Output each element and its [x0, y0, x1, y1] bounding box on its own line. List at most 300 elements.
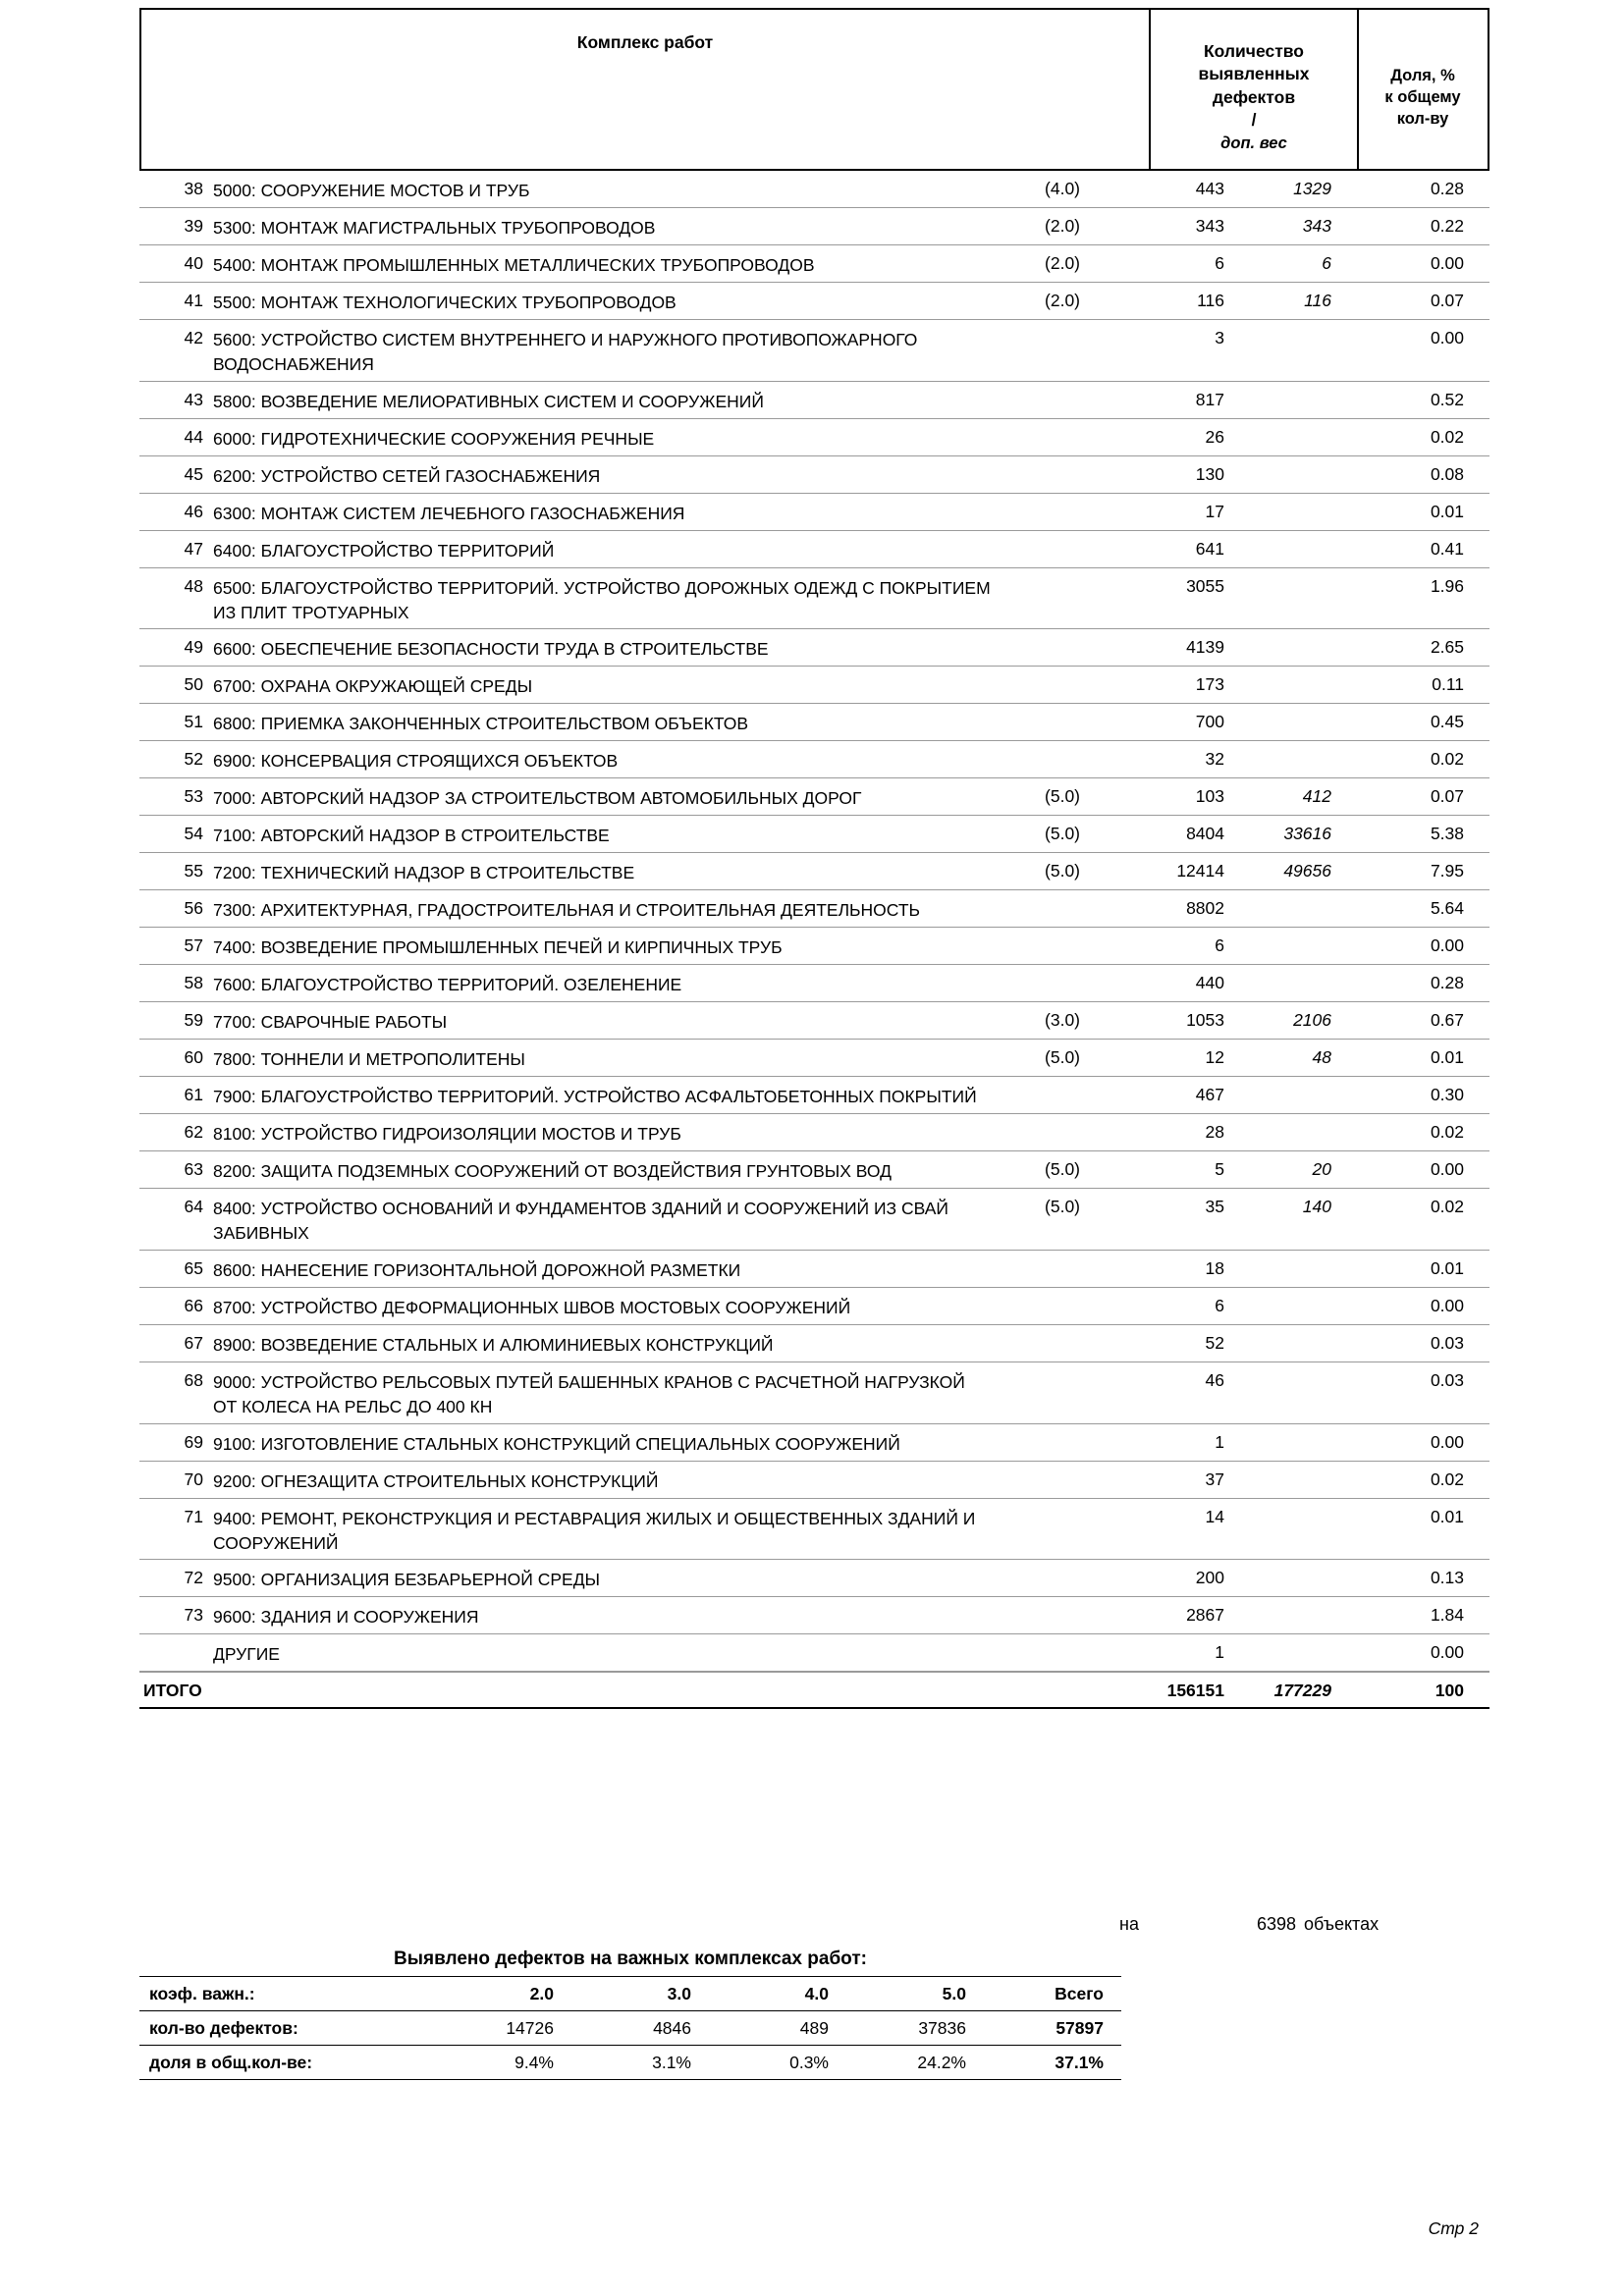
- row-number: 46: [184, 501, 203, 521]
- header-qty-line1: Количество: [1204, 40, 1304, 61]
- row-work-name: 7800: ТОННЕЛИ И МЕТРОПОЛИТЕНЫ: [213, 1049, 525, 1070]
- row-defect-count: 37: [1205, 1468, 1224, 1489]
- row-share-percent: 1.96: [1430, 575, 1464, 596]
- row-coefficient: (5.0): [1045, 786, 1080, 807]
- row-coefficient: [999, 1325, 1102, 1362]
- table-row: [139, 890, 1489, 928]
- row-work-name: 9400: РЕМОНТ, РЕКОНСТРУКЦИЯ И РЕСТАВРАЦИЯ ЖИЛЫХ И ОБЩЕСТВЕННЫХ ЗДАНИЙ И СООРУЖЕНИЙ: [213, 1508, 976, 1553]
- row-coefficient: [999, 419, 1102, 455]
- row-coefficient: [999, 928, 1102, 964]
- row-additional-weight: 48: [1312, 1047, 1331, 1068]
- row-coefficient: [999, 667, 1102, 703]
- table-row: [139, 928, 1489, 965]
- header-cell-quantity: [1151, 10, 1359, 169]
- row-share-percent: 0.01: [1430, 1506, 1464, 1526]
- row-number: 62: [184, 1122, 203, 1143]
- row-additional-weight: [1234, 494, 1349, 530]
- row-share-percent: 0.22: [1430, 216, 1464, 236]
- row-number: 64: [184, 1197, 203, 1217]
- row-defect-count: 3055: [1186, 575, 1224, 596]
- table-row: [139, 1325, 1489, 1362]
- header-share-line3: кол-ву: [1396, 110, 1449, 129]
- row-coefficient: [999, 965, 1102, 1001]
- row-defect-count: 467: [1195, 1085, 1224, 1105]
- row-share-percent: 0.00: [1430, 1159, 1464, 1180]
- row-additional-weight: [1234, 1597, 1349, 1633]
- total-defect-count: 156151: [1166, 1681, 1224, 1701]
- summary-row-label: доля в общ.кол-ве:: [139, 2046, 434, 2080]
- row-share-percent: 0.00: [1430, 1431, 1464, 1452]
- summary-cell-value: 4.0: [709, 1977, 846, 2011]
- summary-cell-value: 24.2%: [846, 2046, 984, 2080]
- header-qty-slash: /: [1251, 110, 1257, 131]
- row-defect-count: 6: [1215, 935, 1224, 956]
- row-additional-weight: [1234, 667, 1349, 703]
- row-coefficient: [999, 568, 1102, 629]
- total-additional-weight: 177229: [1273, 1681, 1331, 1701]
- row-coefficient: (2.0): [1045, 253, 1080, 273]
- row-additional-weight: [1234, 419, 1349, 455]
- row-number: 45: [184, 463, 203, 484]
- row-defect-count: 26: [1205, 426, 1224, 447]
- row-coefficient: [999, 1362, 1102, 1423]
- row-coefficient: [999, 1114, 1102, 1150]
- row-number: 48: [184, 575, 203, 596]
- header-qty-line2: выявленных: [1198, 64, 1310, 84]
- row-work-name: 7200: ТЕХНИЧЕСКИЙ НАДЗОР В СТРОИТЕЛЬСТВЕ: [213, 863, 635, 883]
- row-share-percent: 0.00: [1430, 935, 1464, 956]
- row-coefficient: [999, 1597, 1102, 1633]
- row-number: 72: [184, 1568, 203, 1588]
- row-number: 56: [184, 898, 203, 919]
- table-row: [139, 1251, 1489, 1288]
- row-additional-weight: [1234, 890, 1349, 927]
- row-defect-count: 2867: [1186, 1605, 1224, 1626]
- row-coefficient: (4.0): [1045, 179, 1080, 198]
- row-work-name: 9600: ЗДАНИЯ И СООРУЖЕНИЯ: [213, 1607, 479, 1628]
- row-work-name: 7400: ВОЗВЕДЕНИЕ ПРОМЫШЛЕННЫХ ПЕЧЕЙ И КИРПИЧНЫХ ТРУБ: [213, 937, 783, 958]
- row-share-percent: 0.03: [1430, 1333, 1464, 1354]
- row-work-name: 6600: ОБЕСПЕЧЕНИЕ БЕЗОПАСНОСТИ ТРУДА В СТРОИТЕЛЬСТВЕ: [213, 639, 769, 660]
- row-defect-count: 18: [1205, 1258, 1224, 1279]
- row-number: 57: [184, 935, 203, 956]
- row-additional-weight: 116: [1304, 291, 1331, 310]
- row-number: 55: [184, 861, 203, 881]
- total-label: ИТОГО: [143, 1681, 202, 1701]
- row-defect-count: 5: [1215, 1159, 1224, 1180]
- table-row: [139, 1462, 1489, 1499]
- summary-title: Выявлено дефектов на важных комплексах работ:: [394, 1949, 867, 1969]
- total-coefficient: [999, 1673, 1102, 1707]
- summary-row-shares: [139, 2046, 1121, 2080]
- summary-cell-value: 4846: [571, 2011, 709, 2046]
- summary-row-label: коэф. важн.:: [139, 1977, 434, 2011]
- row-coefficient: [999, 1424, 1102, 1461]
- summary-row-label: кол-во дефектов:: [139, 2011, 434, 2046]
- row-coefficient: (3.0): [1045, 1010, 1080, 1031]
- row-additional-weight: [1234, 1634, 1349, 1671]
- row-share-percent: 0.02: [1430, 1468, 1464, 1489]
- row-additional-weight: [1234, 1251, 1349, 1287]
- row-number: 65: [184, 1258, 203, 1279]
- row-share-percent: 0.00: [1430, 253, 1464, 273]
- row-share-percent: 5.38: [1430, 824, 1464, 844]
- table-row: [139, 283, 1489, 320]
- row-share-percent: 0.11: [1432, 674, 1464, 695]
- summary-cell-value: 0.3%: [709, 2046, 846, 2080]
- table-row: [139, 853, 1489, 890]
- header-share-line1: Доля, %: [1390, 66, 1455, 84]
- summary-cell-value: 37836: [846, 2011, 984, 2046]
- row-work-name: 7700: СВАРОЧНЫЕ РАБОТЫ: [213, 1012, 448, 1033]
- row-additional-weight: [1234, 704, 1349, 740]
- row-additional-weight: 6: [1322, 253, 1331, 273]
- row-defect-count: 4139: [1186, 637, 1224, 658]
- row-number: 73: [184, 1605, 203, 1626]
- row-defect-count: 8404: [1186, 824, 1224, 844]
- row-work-name: 7600: БЛАГОУСТРОЙСТВО ТЕРРИТОРИЙ. ОЗЕЛЕНЕНИЕ: [213, 975, 682, 995]
- row-work-name: 6300: МОНТАЖ СИСТЕМ ЛЕЧЕБНОГО ГАЗОСНАБЖЕНИЯ: [213, 503, 685, 523]
- row-coefficient: [999, 890, 1102, 927]
- row-share-percent: 0.07: [1430, 291, 1464, 310]
- row-share-percent: 0.01: [1430, 1258, 1464, 1279]
- row-share-percent: 0.41: [1430, 538, 1464, 559]
- row-coefficient: [999, 531, 1102, 567]
- row-work-name: 7100: АВТОРСКИЙ НАДЗОР В СТРОИТЕЛЬСТВЕ: [213, 826, 610, 846]
- summary-row-coefficients: [139, 1977, 1121, 2011]
- row-number: 69: [184, 1431, 203, 1452]
- row-work-name: 6500: БЛАГОУСТРОЙСТВО ТЕРРИТОРИЙ. УСТРОЙСТВО ДОРОЖНЫХ ОДЕЖД С ПОКРЫТИЕМ ИЗ ПЛИТ ТРОТУАРНЫХ: [213, 577, 991, 622]
- row-number: 53: [184, 786, 203, 807]
- table-row: [139, 1151, 1489, 1189]
- row-defect-count: 35: [1205, 1197, 1224, 1217]
- summary-cell-value: 2.0: [434, 1977, 571, 2011]
- row-work-name: 5600: УСТРОЙСТВО СИСТЕМ ВНУТРЕННЕГО И НАРУЖНОГО ПРОТИВОПОЖАРНОГО ВОДОСНАБЖЕНИЯ: [213, 330, 918, 374]
- row-additional-weight: 140: [1302, 1197, 1331, 1217]
- row-defect-count: 1: [1215, 1642, 1224, 1663]
- table-row: [139, 965, 1489, 1002]
- table-row: [139, 1002, 1489, 1040]
- table-row: [139, 741, 1489, 778]
- row-defect-count: 173: [1195, 674, 1224, 695]
- row-share-percent: 0.03: [1430, 1370, 1464, 1391]
- row-share-percent: 5.64: [1430, 898, 1464, 919]
- row-coefficient: [999, 320, 1102, 381]
- row-defect-count: 700: [1195, 712, 1224, 732]
- table-row: [139, 208, 1489, 245]
- row-number: 40: [184, 253, 203, 273]
- row-coefficient: [999, 1634, 1102, 1671]
- total-name: [213, 1673, 999, 1707]
- row-coefficient: [999, 456, 1102, 493]
- row-defect-count: 443: [1195, 179, 1224, 198]
- row-coefficient: [999, 1251, 1102, 1287]
- row-share-percent: 0.01: [1430, 1047, 1464, 1068]
- row-coefficient: (5.0): [1045, 824, 1080, 844]
- table-row: [139, 1288, 1489, 1325]
- table-row: [139, 320, 1489, 382]
- table-row: [139, 494, 1489, 531]
- objects-na-label: на: [1119, 1914, 1139, 1934]
- row-share-percent: 0.28: [1430, 179, 1464, 198]
- row-coefficient: [999, 382, 1102, 418]
- row-defect-count: 12: [1205, 1047, 1224, 1068]
- row-defect-count: 52: [1205, 1333, 1224, 1354]
- table-row: [139, 1634, 1489, 1672]
- summary-block: [139, 1949, 1219, 2080]
- table-row: [139, 382, 1489, 419]
- row-defect-count: 1: [1215, 1431, 1224, 1452]
- row-share-percent: 0.02: [1430, 749, 1464, 770]
- row-number: 50: [184, 674, 203, 695]
- row-additional-weight: 2106: [1293, 1010, 1331, 1031]
- row-number: 70: [184, 1468, 203, 1489]
- row-defect-count: 130: [1195, 463, 1224, 484]
- header-share-line2: к общему: [1384, 87, 1461, 106]
- row-share-percent: 0.00: [1430, 1642, 1464, 1663]
- row-coefficient: [999, 1288, 1102, 1324]
- row-coefficient: [999, 629, 1102, 666]
- table-row: [139, 1040, 1489, 1077]
- row-share-percent: 0.07: [1430, 786, 1464, 807]
- row-defect-count: 440: [1195, 973, 1224, 993]
- row-coefficient: [999, 1462, 1102, 1498]
- row-number: 71: [184, 1506, 203, 1526]
- header-works-label: Комплекс работ: [576, 32, 714, 52]
- row-additional-weight: [1234, 382, 1349, 418]
- summary-cell-value: 5.0: [846, 1977, 984, 2011]
- row-defect-count: 17: [1205, 501, 1224, 521]
- row-work-name: 5500: МОНТАЖ ТЕХНОЛОГИЧЕСКИХ ТРУБОПРОВОДОВ: [213, 293, 677, 312]
- row-work-name: 6200: УСТРОЙСТВО СЕТЕЙ ГАЗОСНАБЖЕНИЯ: [213, 465, 601, 486]
- row-share-percent: 0.28: [1430, 973, 1464, 993]
- row-number: 66: [184, 1296, 203, 1316]
- row-defect-count: 12414: [1176, 861, 1224, 881]
- row-coefficient: (5.0): [1045, 1047, 1080, 1068]
- row-number: 59: [184, 1010, 203, 1031]
- row-share-percent: 0.08: [1430, 463, 1464, 484]
- row-share-percent: 0.00: [1430, 328, 1464, 347]
- row-number: 43: [184, 389, 203, 409]
- summary-cell-total: 37.1%: [984, 2046, 1121, 2080]
- table-total-row: [139, 1672, 1489, 1709]
- row-additional-weight: [1234, 1499, 1349, 1560]
- row-additional-weight: [1234, 1114, 1349, 1150]
- row-additional-weight: [1234, 741, 1349, 777]
- table-row: [139, 1597, 1489, 1634]
- row-defect-count: 641: [1195, 538, 1224, 559]
- objects-count-line: [1119, 1914, 1532, 1935]
- row-additional-weight: 1329: [1293, 179, 1331, 198]
- table-row: [139, 704, 1489, 741]
- objects-count-value: 6398: [1256, 1914, 1296, 1934]
- row-number: 68: [184, 1370, 203, 1391]
- row-share-percent: 0.02: [1430, 426, 1464, 447]
- table-row: [139, 171, 1489, 208]
- row-defect-count: 46: [1205, 1370, 1224, 1391]
- page-footer: Стр 2: [1428, 2218, 1479, 2238]
- row-defect-count: 32: [1205, 749, 1224, 770]
- row-defect-count: 8802: [1186, 898, 1224, 919]
- row-additional-weight: [1234, 1362, 1349, 1423]
- row-coefficient: [999, 741, 1102, 777]
- row-number: 41: [184, 291, 203, 310]
- row-share-percent: 0.45: [1430, 712, 1464, 732]
- row-additional-weight: [1234, 1325, 1349, 1362]
- row-additional-weight: 20: [1312, 1159, 1331, 1180]
- row-number: [139, 1634, 213, 1671]
- row-share-percent: 7.95: [1430, 861, 1464, 881]
- row-work-name: 6000: ГИДРОТЕХНИЧЕСКИЕ СООРУЖЕНИЯ РЕЧНЫЕ: [213, 428, 655, 449]
- row-number: 67: [184, 1333, 203, 1354]
- row-number: 61: [184, 1085, 203, 1105]
- header-cell-works: [141, 10, 1151, 169]
- summary-cell-value: 14726: [434, 2011, 571, 2046]
- row-number: 49: [184, 637, 203, 658]
- header-qty-weight: доп. вес: [1220, 134, 1287, 153]
- summary-cell-value: 9.4%: [434, 2046, 571, 2080]
- row-work-name: 8700: УСТРОЙСТВО ДЕФОРМАЦИОННЫХ ШВОВ МОСТОВЫХ СООРУЖЕНИЙ: [213, 1298, 851, 1318]
- table-row: [139, 1499, 1489, 1561]
- header-cell-share: [1359, 10, 1487, 169]
- total-share-percent: 100: [1435, 1681, 1464, 1701]
- row-number: 51: [184, 712, 203, 732]
- row-additional-weight: [1234, 1462, 1349, 1498]
- row-number: 39: [184, 216, 203, 236]
- table-row: [139, 667, 1489, 704]
- table-row: [139, 1189, 1489, 1251]
- row-work-name: 6400: БЛАГОУСТРОЙСТВО ТЕРРИТОРИЙ: [213, 540, 555, 561]
- row-coefficient: [999, 1560, 1102, 1596]
- row-number: 63: [184, 1159, 203, 1180]
- table-header: [139, 8, 1489, 171]
- summary-cell-value: 489: [709, 2011, 846, 2046]
- row-coefficient: [999, 494, 1102, 530]
- row-work-name: 9500: ОРГАНИЗАЦИЯ БЕЗБАРЬЕРНОЙ СРЕДЫ: [213, 1570, 601, 1590]
- table-row: [139, 419, 1489, 456]
- row-coefficient: (2.0): [1045, 291, 1080, 310]
- row-work-name: 8200: ЗАЩИТА ПОДЗЕМНЫХ СООРУЖЕНИЙ ОТ ВОЗДЕЙСТВИЯ ГРУНТОВЫХ ВОД: [213, 1161, 892, 1182]
- table-row: [139, 1077, 1489, 1114]
- row-work-name: 6700: ОХРАНА ОКРУЖАЮЩЕЙ СРЕДЫ: [213, 676, 533, 697]
- row-share-percent: 0.30: [1430, 1085, 1464, 1105]
- table-row: [139, 778, 1489, 816]
- row-defect-count: 817: [1195, 389, 1224, 409]
- header-qty-line3: дефектов: [1212, 86, 1296, 107]
- row-number: 52: [184, 749, 203, 770]
- summary-cell-total: 57897: [984, 2011, 1121, 2046]
- summary-row-counts: [139, 2011, 1121, 2046]
- row-additional-weight: [1234, 1288, 1349, 1324]
- row-work-name: 5000: СООРУЖЕНИЕ МОСТОВ И ТРУБ: [213, 181, 530, 200]
- row-work-name: 8400: УСТРОЙСТВО ОСНОВАНИЙ И ФУНДАМЕНТОВ ЗДАНИЙ И СООРУЖЕНИЙ ИЗ СВАЙ ЗАБИВНЫХ: [213, 1199, 948, 1244]
- table-row: [139, 1424, 1489, 1462]
- row-work-name: 9000: УСТРОЙСТВО РЕЛЬСОВЫХ ПУТЕЙ БАШЕННЫХ КРАНОВ С РАСЧЕТНОЙ НАГРУЗКОЙ ОТ КОЛЕСА НА РЕЛЬС ДО 400 КН: [213, 1372, 965, 1416]
- row-additional-weight: [1234, 531, 1349, 567]
- table-row: [139, 456, 1489, 494]
- row-work-name: 9200: ОГНЕЗАЩИТА СТРОИТЕЛЬНЫХ КОНСТРУКЦИЙ: [213, 1470, 659, 1491]
- row-coefficient: (5.0): [1045, 1159, 1080, 1180]
- summary-cell-value: 3.1%: [571, 2046, 709, 2080]
- row-additional-weight: [1234, 456, 1349, 493]
- row-work-name: 5300: МОНТАЖ МАГИСТРАЛЬНЫХ ТРУБОПРОВОДОВ: [213, 218, 656, 238]
- row-work-name: 8900: ВОЗВЕДЕНИЕ СТАЛЬНЫХ И АЛЮМИНИЕВЫХ КОНСТРУКЦИЙ: [213, 1335, 774, 1356]
- row-work-name: 8100: УСТРОЙСТВО ГИДРОИЗОЛЯЦИИ МОСТОВ И ТРУБ: [213, 1124, 681, 1145]
- row-number: 42: [184, 328, 203, 347]
- row-work-name: 5400: МОНТАЖ ПРОМЫШЛЕННЫХ МЕТАЛЛИЧЕСКИХ ТРУБОПРОВОДОВ: [213, 255, 815, 275]
- row-additional-weight: 412: [1302, 786, 1331, 807]
- row-work-name: 7900: БЛАГОУСТРОЙСТВО ТЕРРИТОРИЙ. УСТРОЙСТВО АСФАЛЬТОБЕТОННЫХ ПОКРЫТИЙ: [213, 1087, 977, 1107]
- row-share-percent: 1.84: [1430, 1605, 1464, 1626]
- table-row: [139, 531, 1489, 568]
- table-row: [139, 1114, 1489, 1151]
- row-number: 47: [184, 538, 203, 559]
- row-work-name: 6800: ПРИЕМКА ЗАКОНЧЕННЫХ СТРОИТЕЛЬСТВОМ ОБЪЕКТОВ: [213, 714, 749, 734]
- row-coefficient: (5.0): [1045, 861, 1080, 881]
- row-additional-weight: [1234, 568, 1349, 629]
- summary-cell-value: 3.0: [571, 1977, 709, 2011]
- row-share-percent: 0.00: [1430, 1296, 1464, 1316]
- row-defect-count: 200: [1195, 1568, 1224, 1588]
- row-work-name: 8600: НАНЕСЕНИЕ ГОРИЗОНТАЛЬНОЙ ДОРОЖНОЙ РАЗМЕТКИ: [213, 1260, 741, 1281]
- row-defect-count: 14: [1205, 1506, 1224, 1526]
- table-row: [139, 568, 1489, 630]
- row-additional-weight: [1234, 1077, 1349, 1113]
- row-work-name: 7300: АРХИТЕКТУРНАЯ, ГРАДОСТРОИТЕЛЬНАЯ И СТРОИТЕЛЬНАЯ ДЕЯТЕЛЬНОСТЬ: [213, 900, 921, 921]
- table-row: [139, 629, 1489, 667]
- table-row: [139, 1362, 1489, 1424]
- row-coefficient: [999, 1499, 1102, 1560]
- row-additional-weight: [1234, 320, 1349, 381]
- row-share-percent: 2.65: [1430, 637, 1464, 658]
- row-coefficient: (2.0): [1045, 216, 1080, 236]
- row-defect-count: 6: [1215, 1296, 1224, 1316]
- row-additional-weight: 49656: [1283, 861, 1331, 881]
- row-number: 54: [184, 824, 203, 844]
- table-row: [139, 816, 1489, 853]
- row-number: 44: [184, 426, 203, 447]
- row-defect-count: 343: [1195, 216, 1224, 236]
- row-coefficient: (5.0): [1045, 1197, 1080, 1217]
- row-share-percent: 0.02: [1430, 1197, 1464, 1217]
- row-share-percent: 0.67: [1430, 1010, 1464, 1031]
- row-defect-count: 3: [1215, 328, 1224, 347]
- row-additional-weight: [1234, 965, 1349, 1001]
- row-defect-count: 6: [1215, 253, 1224, 273]
- objects-label: объектах: [1304, 1914, 1380, 1934]
- row-share-percent: 0.01: [1430, 501, 1464, 521]
- row-coefficient: [999, 1077, 1102, 1113]
- table-row: [139, 1560, 1489, 1597]
- row-additional-weight: 343: [1302, 216, 1331, 236]
- row-coefficient: [999, 704, 1102, 740]
- row-defect-count: 28: [1205, 1122, 1224, 1143]
- row-defect-count: 116: [1197, 291, 1224, 310]
- table-body: [139, 171, 1489, 1709]
- row-share-percent: 0.02: [1430, 1122, 1464, 1143]
- summary-cell-total: Всего: [984, 1977, 1121, 2011]
- row-number: 38: [184, 179, 203, 198]
- row-additional-weight: [1234, 1560, 1349, 1596]
- row-work-name: 6900: КОНСЕРВАЦИЯ СТРОЯЩИХСЯ ОБЪЕКТОВ: [213, 751, 619, 772]
- row-additional-weight: 33616: [1283, 824, 1331, 844]
- row-work-name: 7000: АВТОРСКИЙ НАДЗОР ЗА СТРОИТЕЛЬСТВОМ АВТОМОБИЛЬНЫХ ДОРОГ: [213, 788, 862, 809]
- row-share-percent: 0.13: [1430, 1568, 1464, 1588]
- row-work-name: 5800: ВОЗВЕДЕНИЕ МЕЛИОРАТИВНЫХ СИСТЕМ И СООРУЖЕНИЙ: [213, 391, 764, 411]
- row-defect-count: 103: [1195, 786, 1224, 807]
- table-row: [139, 245, 1489, 283]
- row-share-percent: 0.52: [1430, 389, 1464, 409]
